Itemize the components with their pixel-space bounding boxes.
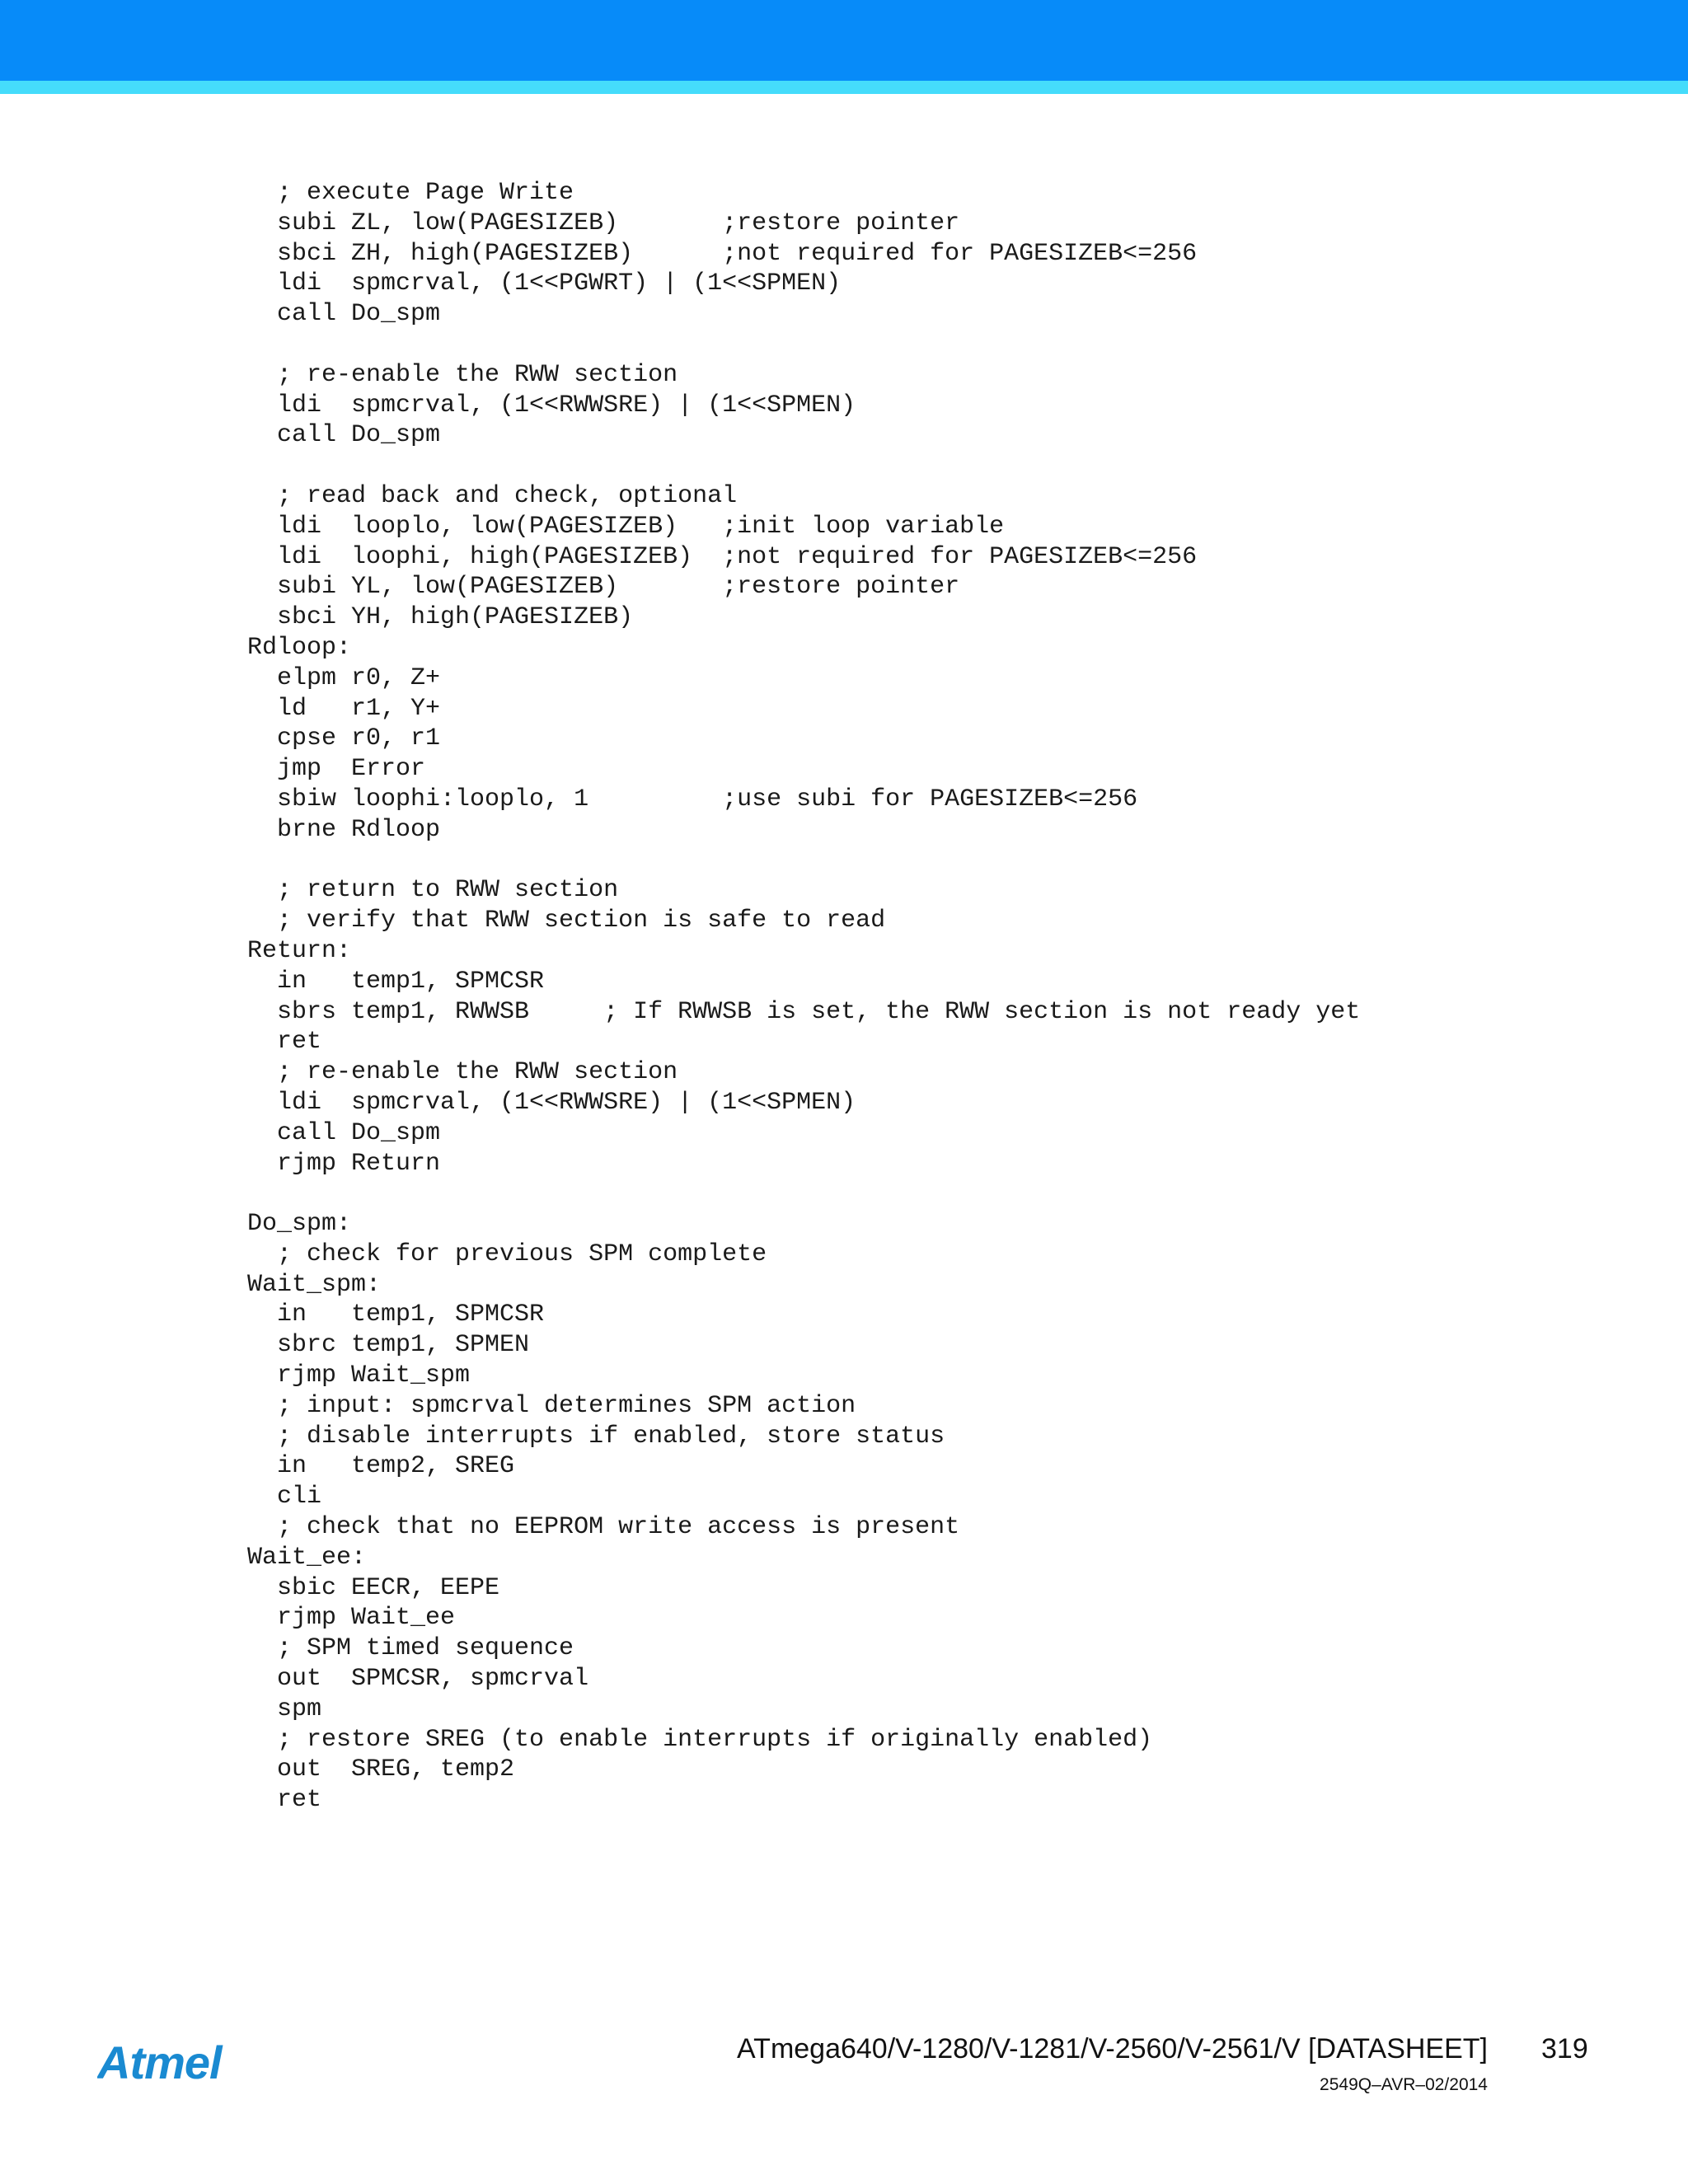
code-line: cpse r0, r1 xyxy=(247,724,441,753)
code-line: in temp2, SREG xyxy=(247,1452,515,1481)
code-line: rjmp Wait_ee xyxy=(247,1604,456,1633)
code-line: ; check that no EEPROM write access is present xyxy=(247,1513,960,1542)
code-line: sbiw loophi:looplo, 1 ;use subi for PAGESIZEB<=256 xyxy=(247,785,1138,813)
header-stripe xyxy=(0,81,1688,94)
code-line: ; verify that RWW section is safe to read xyxy=(247,907,886,935)
code-line: rjmp Return xyxy=(247,1149,441,1178)
code-line: jmp Error xyxy=(247,755,426,784)
blank-line xyxy=(247,846,1360,876)
code-line: ; return to RWW section xyxy=(247,876,619,905)
code-line: ; read back and check, optional xyxy=(247,481,738,510)
code-line: brne Rdloop xyxy=(247,815,441,844)
header-bar xyxy=(0,0,1688,81)
code-line: ; input: spmcrval determines SPM action xyxy=(247,1391,856,1420)
code-line: spm xyxy=(247,1694,322,1723)
code-line: sbrc temp1, SPMEN xyxy=(247,1331,530,1360)
code-line: in temp1, SPMCSR xyxy=(247,967,545,996)
code-line: Rdloop: xyxy=(247,633,352,662)
code-line: sbci YH, high(PAGESIZEB) xyxy=(247,603,634,632)
code-line: ; check for previous SPM complete xyxy=(247,1240,767,1268)
code-line: ret xyxy=(247,1786,322,1815)
code-line: in temp1, SPMCSR xyxy=(247,1301,545,1329)
document-title: ATmega640/V-1280/V-1281/V-2560/V-2561/V [DATASHEET] xyxy=(737,2033,1488,2064)
code-line: ldi looplo, low(PAGESIZEB) ;init loop variable xyxy=(247,512,1005,541)
code-line: call Do_spm xyxy=(247,1118,441,1147)
code-line: subi ZL, low(PAGESIZEB) ;restore pointer xyxy=(247,209,960,237)
code-line: out SPMCSR, spmcrval xyxy=(247,1665,589,1694)
code-line: Do_spm: xyxy=(247,1210,352,1239)
code-line: sbic EECR, EEPE xyxy=(247,1573,500,1602)
document-revision: 2549Q–AVR–02/2014 xyxy=(1320,2075,1488,2094)
code-line: elpm r0, Z+ xyxy=(247,663,441,692)
blank-line xyxy=(247,451,1360,481)
code-line: ; SPM timed sequence xyxy=(247,1634,574,1663)
code-line: subi YL, low(PAGESIZEB) ;restore pointer xyxy=(247,573,960,602)
code-line: cli xyxy=(247,1483,322,1511)
blank-line xyxy=(247,1179,1360,1209)
code-line: ; re-enable the RWW section xyxy=(247,360,678,389)
code-line: ; execute Page Write xyxy=(247,179,574,207)
code-line: out SREG, temp2 xyxy=(247,1755,515,1784)
code-line: Wait_spm: xyxy=(247,1270,382,1299)
code-line: Wait_ee: xyxy=(247,1543,367,1572)
code-line: ldi spmcrval, (1<<RWWSRE) | (1<<SPMEN) xyxy=(247,1088,856,1117)
page-number: 319 xyxy=(1541,2033,1588,2064)
atmel-logo xyxy=(97,2034,241,2092)
code-line: rjmp Wait_spm xyxy=(247,1361,471,1390)
code-line: call Do_spm xyxy=(247,421,441,450)
code-line: ld r1, Y+ xyxy=(247,694,441,723)
blank-line xyxy=(247,330,1360,360)
code-line: ret xyxy=(247,1028,322,1057)
code-line: sbrs temp1, RWWSB ; If RWWSB is set, the RWW section is not ready yet xyxy=(247,997,1361,1026)
code-line: call Do_spm xyxy=(247,300,441,329)
code-line: ; disable interrupts if enabled, store status xyxy=(247,1422,945,1451)
code-line: ldi loophi, high(PAGESIZEB) ;not required for PAGESIZEB<=256 xyxy=(247,542,1198,571)
code-line: ldi spmcrval, (1<<RWWSRE) | (1<<SPMEN) xyxy=(247,391,856,419)
code-line: ldi spmcrval, (1<<PGWRT) | (1<<SPMEN) xyxy=(247,269,842,298)
code-line: Return: xyxy=(247,936,352,965)
code-line: ; restore SREG (to enable interrupts if originally enabled) xyxy=(247,1725,1153,1754)
code-line: sbci ZH, high(PAGESIZEB) ;not required for PAGESIZEB<=256 xyxy=(247,239,1198,268)
code-listing xyxy=(247,178,1360,1816)
code-line: ; re-enable the RWW section xyxy=(247,1058,678,1087)
svg-text:Atmel: Atmel xyxy=(97,2036,222,2088)
